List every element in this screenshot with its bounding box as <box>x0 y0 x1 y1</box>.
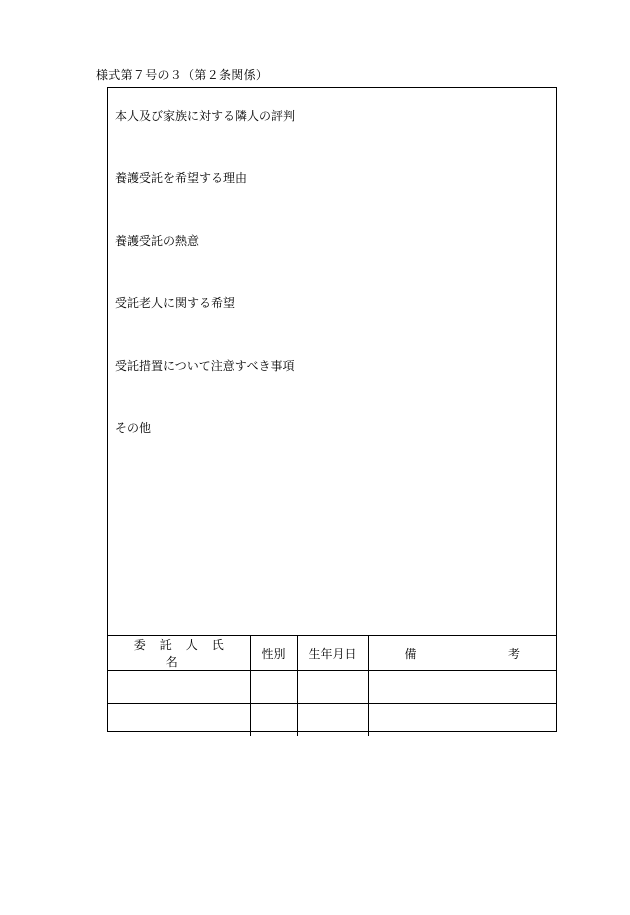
cell-birthdate[interactable] <box>297 704 368 737</box>
form-title: 様式第７号の３（第２条関係） <box>96 68 269 82</box>
cell-sex[interactable] <box>250 704 297 737</box>
header-sex: 性別 <box>250 636 297 671</box>
section-reason-for-request: 養護受託を希望する理由 <box>115 171 248 185</box>
header-remarks-left: 備 <box>404 646 417 661</box>
table-header-row <box>108 636 556 671</box>
cell-birthdate[interactable] <box>297 671 368 704</box>
header-name: 委託人氏名 <box>108 636 250 671</box>
header-remarks-right: 考 <box>507 646 520 661</box>
header-remarks <box>368 636 556 671</box>
cell-name[interactable] <box>108 704 250 737</box>
table-row <box>108 704 556 737</box>
cell-remarks[interactable] <box>368 671 556 704</box>
entrusted-persons-table-area <box>108 635 556 731</box>
entrusted-persons-table <box>108 635 556 736</box>
form-box <box>107 87 557 732</box>
header-birthdate: 生年月日 <box>297 636 368 671</box>
cell-name[interactable] <box>108 671 250 704</box>
cell-remarks[interactable] <box>368 704 556 737</box>
section-neighbor-reputation: 本人及び家族に対する隣人の評判 <box>115 109 296 123</box>
section-other: その他 <box>115 421 152 435</box>
section-notes-on-measures: 受託措置について注意すべき事項 <box>115 359 295 373</box>
section-enthusiasm: 養護受託の熱意 <box>115 234 200 248</box>
section-elder-preferences: 受託老人に関する希望 <box>115 296 236 310</box>
table-row <box>108 671 556 704</box>
cell-sex[interactable] <box>250 671 297 704</box>
